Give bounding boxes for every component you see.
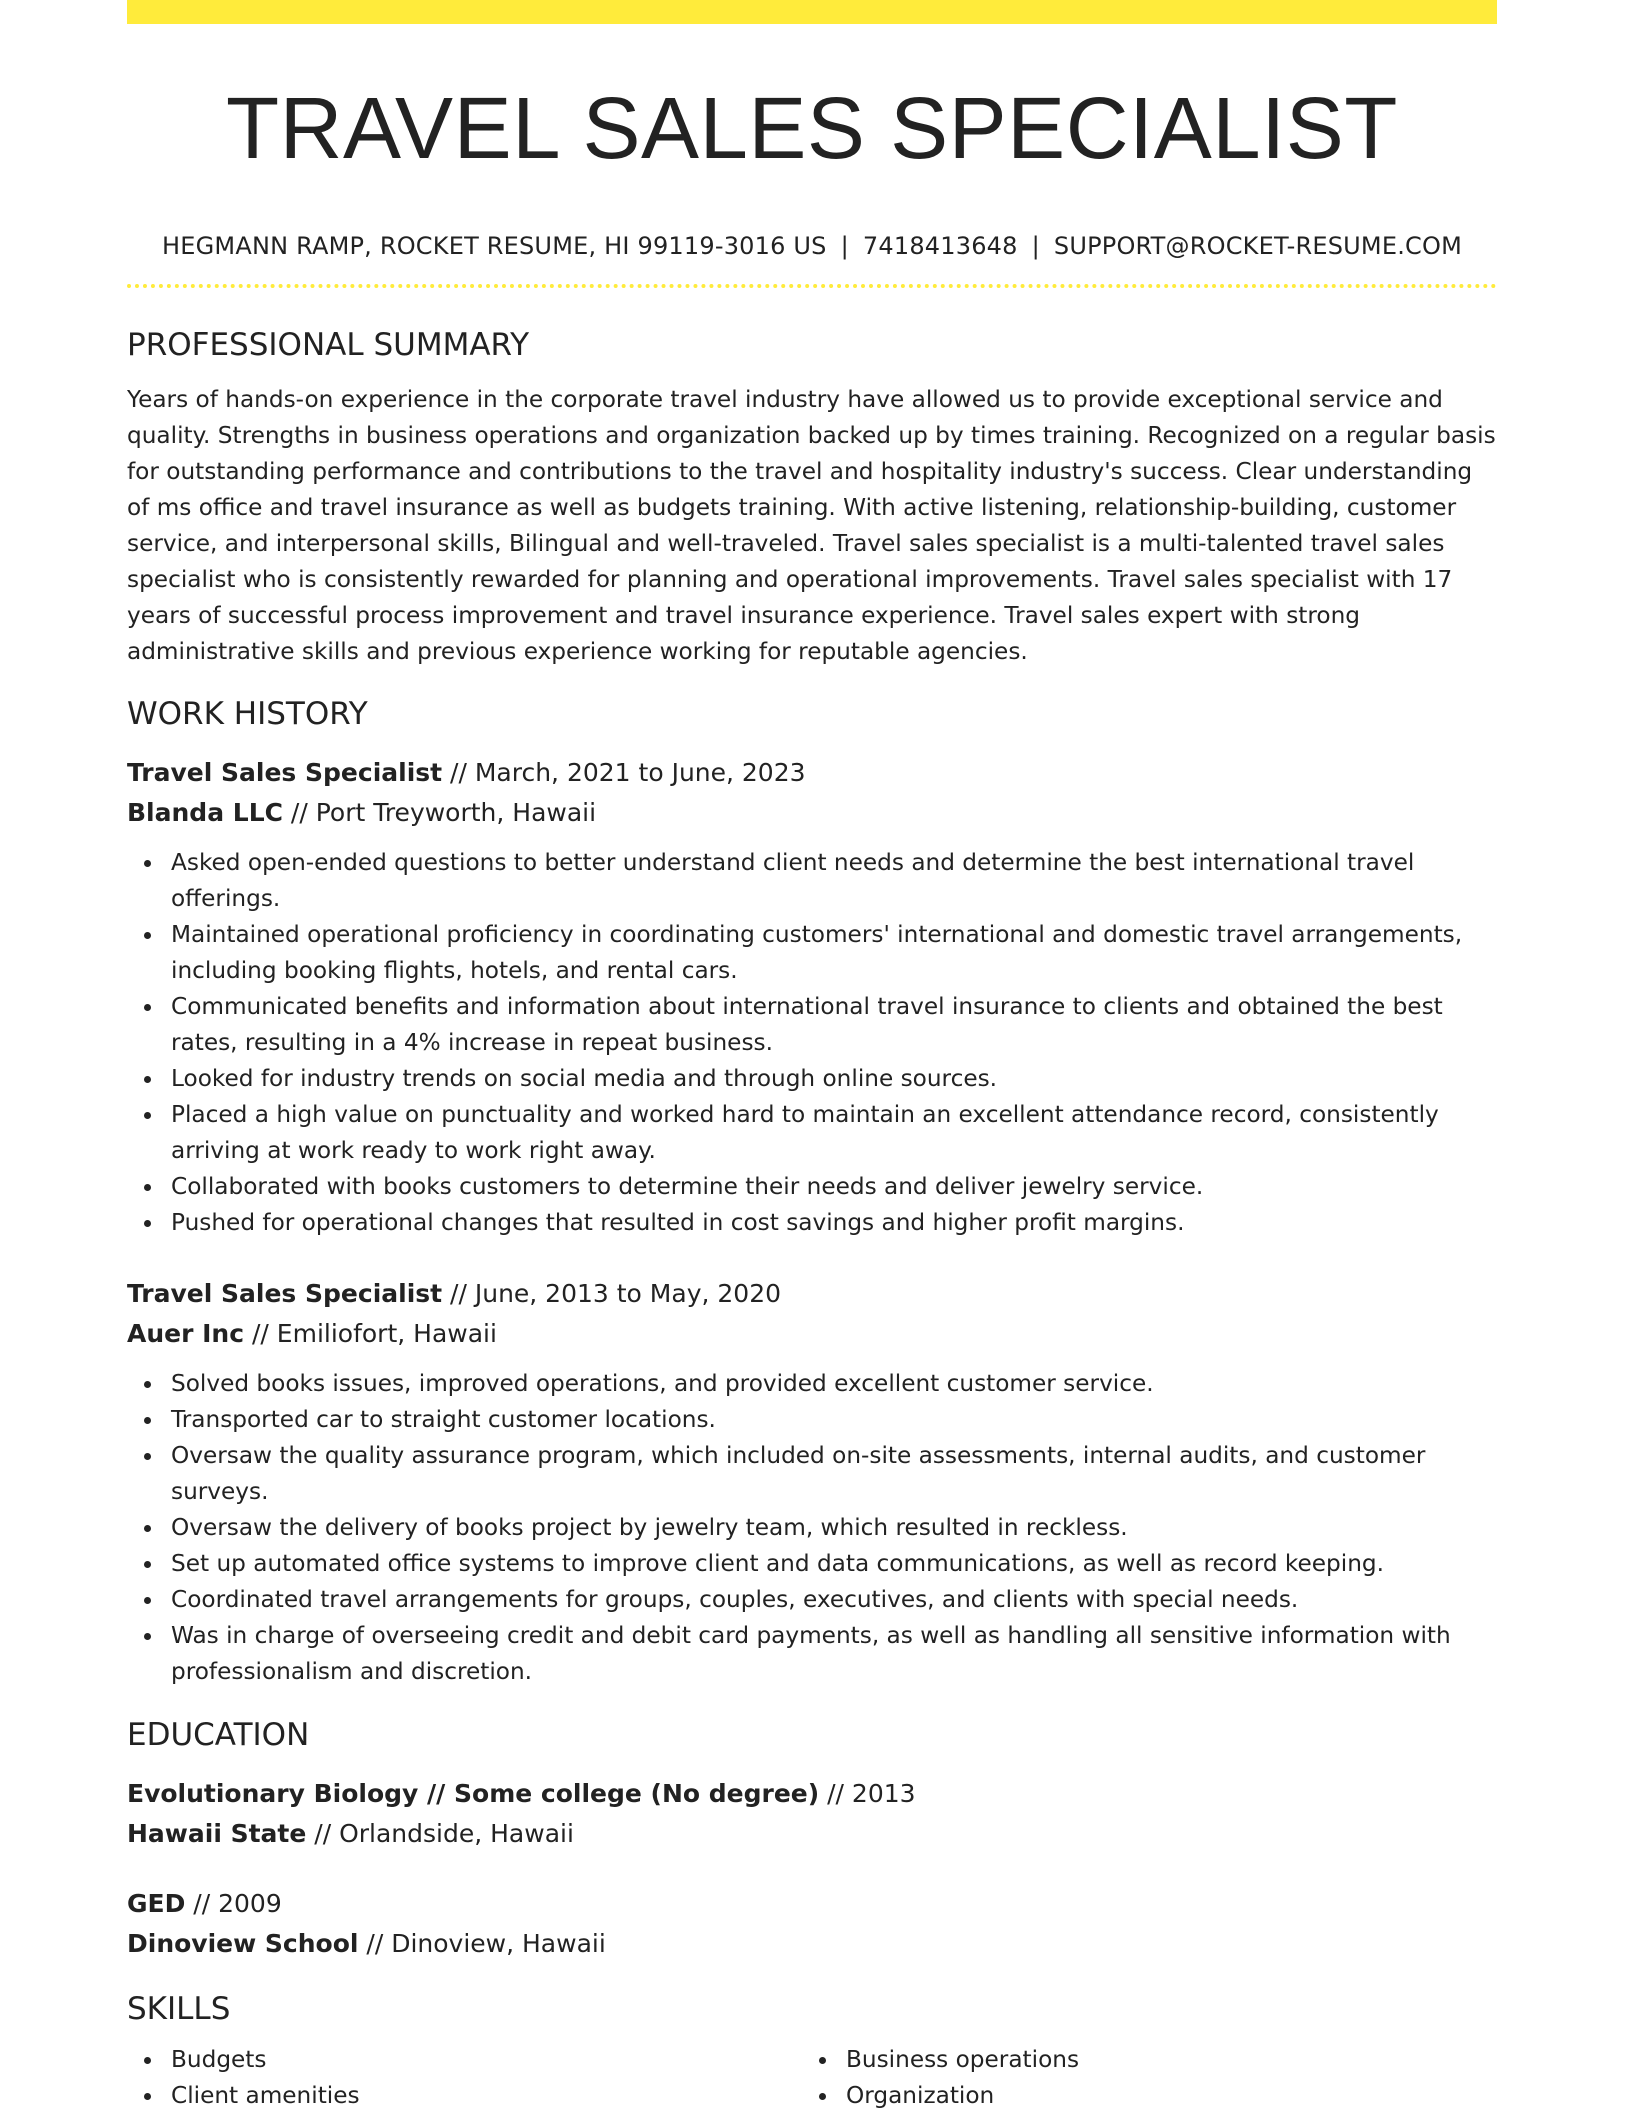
list-item: Placed a high value on punctuality and worked hard to maintain an excellent attendance record, consistently arriving at work ready to work right away. (127, 1097, 1497, 1169)
degree-name: Evolutionary Biology // Some college (No degree) (127, 1779, 820, 1808)
accent-top-bar (127, 0, 1497, 24)
contact-line (127, 231, 1497, 261)
degree-name: GED (127, 1889, 186, 1918)
job-location: // Emiliofort, Hawaii (244, 1319, 497, 1348)
skills-columns (127, 2042, 1497, 2112)
list-item: Looked for industry trends on social media and through online sources. (127, 1061, 1497, 1097)
degree-year: // 2013 (819, 1779, 916, 1808)
list-item: Business operations (802, 2042, 1477, 2078)
list-item: Maintained operational proficiency in coordinating customers' international and domestic travel arrangements, including booking flights, hotels, and rental cars. (127, 917, 1497, 989)
degree-year: // 2009 (185, 1889, 282, 1918)
job-company: Auer Inc (127, 1319, 245, 1348)
list-item: Communicated benefits and information about international travel insurance to clients and obtained the best rates, resulting in a 4% increase in repeat business. (127, 989, 1497, 1061)
skills-list-right (802, 2042, 1477, 2112)
school-location: // Orlandside, Hawaii (306, 1819, 574, 1848)
job-title: Travel Sales Specialist (127, 758, 443, 787)
job-company: Blanda LLC (127, 798, 283, 827)
list-item: Client amenities (127, 2078, 802, 2112)
list-item: Collaborated with books customers to determine their needs and deliver jewelry service. (127, 1169, 1497, 1205)
job-dates: // June, 2013 to May, 2020 (442, 1279, 782, 1308)
resume-title: TRAVEL SALES SPECIALIST (226, 80, 1398, 177)
contact-email: SUPPORT@ROCKET-RESUME.COM (1053, 232, 1462, 260)
contact-address: HEGMANN RAMP, ROCKET RESUME, HI 99119-3016 US (162, 232, 827, 260)
degree-line (127, 1884, 1497, 1924)
resume-page (127, 0, 1497, 2112)
school-line (127, 1924, 1497, 1964)
skills-list-left (127, 2042, 802, 2112)
list-item: Set up automated office systems to improve client and data communications, as well as record keeping. (127, 1546, 1497, 1582)
summary-text: Years of hands-on experience in the corporate travel industry have allowed us to provide exceptional service and quality. Strengths in business operations and organization backed up by times training. Recognized on a regular basis for outstanding performance and contributions to the travel and hospitality industry's success. Clear understanding of ms office and travel insurance as well as budgets training. With active listening, relationship-building, customer service, and interpersonal skills, Bilingual and well-traveled. Travel sales specialist is a multi-talented travel sales specialist who is consistently rewarded for planning and operational improvements. Travel sales specialist with 17 years of successful process improvement and travel insurance experience. Travel sales expert with strong administrative skills and previous experience working for reputable agencies. (127, 386, 1496, 665)
job-title: Travel Sales Specialist (127, 1279, 443, 1308)
summary-heading: PROFESSIONAL SUMMARY (127, 327, 530, 363)
degree-line (127, 1774, 1497, 1814)
job-bullet-list (127, 845, 1497, 1241)
school-name: Hawaii State (127, 1819, 307, 1848)
job-company-line (127, 1314, 1497, 1354)
job-company-line (127, 793, 1497, 833)
contact-phone: 7418413648 (862, 232, 1018, 260)
list-item: Was in charge of overseeing credit and debit card payments, as well as handling all sensitive information with professionalism and discretion. (127, 1618, 1497, 1690)
job-title-line (127, 753, 1497, 793)
education-entry (127, 1884, 1497, 1964)
contact-separator: | (840, 232, 849, 260)
education-heading: EDUCATION (127, 1717, 310, 1753)
list-item: Asked open-ended questions to better understand client needs and determine the best international travel offerings. (127, 845, 1497, 917)
work-history-heading: WORK HISTORY (127, 696, 368, 732)
list-item: Coordinated travel arrangements for groups, couples, executives, and clients with special needs. (127, 1582, 1497, 1618)
job-entry (127, 1274, 1497, 1690)
contact-separator: | (1031, 232, 1040, 260)
job-bullet-list (127, 1366, 1497, 1690)
school-name: Dinoview School (127, 1929, 359, 1958)
list-item: Transported car to straight customer locations. (127, 1402, 1497, 1438)
school-line (127, 1814, 1497, 1854)
list-item: Oversaw the delivery of books project by jewelry team, which resulted in reckless. (127, 1510, 1497, 1546)
school-location: // Dinoview, Hawaii (358, 1929, 606, 1958)
dotted-divider (127, 284, 1497, 288)
list-item: Organization (802, 2078, 1477, 2112)
list-item: Oversaw the quality assurance program, which included on-site assessments, internal audits, and customer surveys. (127, 1438, 1497, 1510)
skills-heading: SKILLS (127, 1991, 231, 2027)
job-location: // Port Treyworth, Hawaii (282, 798, 597, 827)
list-item: Budgets (127, 2042, 802, 2078)
job-dates: // March, 2021 to June, 2023 (442, 758, 806, 787)
education-entry (127, 1774, 1497, 1854)
list-item: Pushed for operational changes that resulted in cost savings and higher profit margins. (127, 1205, 1497, 1241)
list-item: Solved books issues, improved operations, and provided excellent customer service. (127, 1366, 1497, 1402)
job-entry (127, 753, 1497, 1241)
job-title-line (127, 1274, 1497, 1314)
